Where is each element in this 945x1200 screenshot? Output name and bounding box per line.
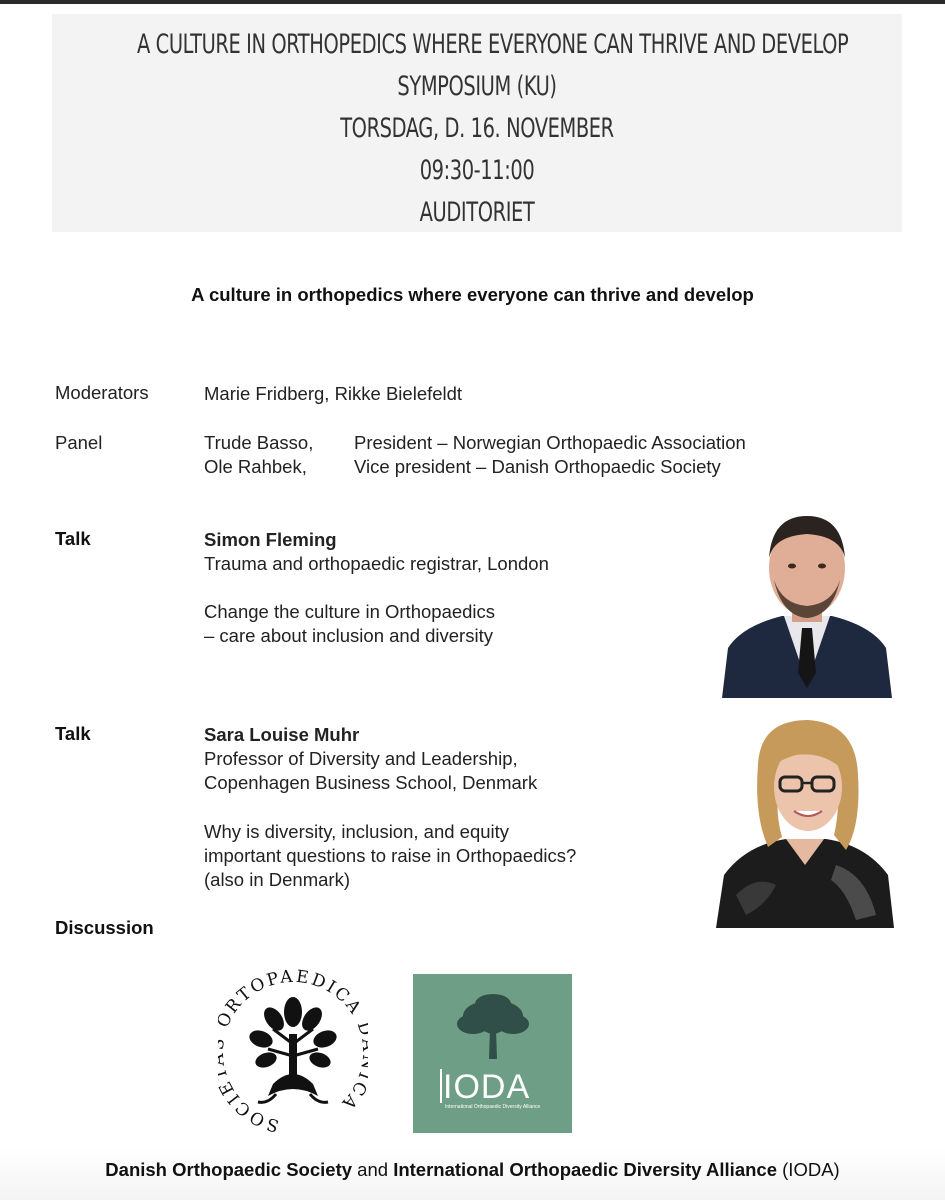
event-location: AUDITORIET: [419, 197, 535, 228]
speaker-photo-simon-fleming: [722, 508, 892, 698]
discussion-label: Discussion: [55, 917, 154, 938]
panel-member-role: President – Norwegian Orthopaedic Association: [354, 432, 746, 453]
footer-abbr: (IODA): [777, 1159, 840, 1180]
ioda-tree-icon: [413, 974, 572, 1133]
talk-title: (also in Denmark): [204, 869, 350, 890]
man-portrait-icon: [722, 508, 892, 698]
panel-member-name: Ole Rahbek,: [204, 456, 307, 477]
panel-label: Panel: [55, 432, 103, 453]
talk-label: Talk: [55, 723, 91, 744]
panel-member-name: Trude Basso,: [204, 432, 314, 453]
speaker-affiliation: Copenhagen Business School, Denmark: [204, 772, 538, 793]
talk-title: – care about inclusion and diversity: [204, 625, 493, 646]
ioda-logo: [413, 974, 572, 1133]
footer-and: and: [352, 1159, 394, 1180]
svg-text:IODA: IODA: [443, 1068, 531, 1106]
footer-org-ioda: International Orthopaedic Diversity Alliance: [393, 1159, 777, 1180]
speaker-photo-sara-louise-muhr: [716, 715, 894, 928]
woman-portrait-icon: [716, 715, 894, 928]
talk-title: Change the culture in Orthopaedics: [204, 601, 496, 622]
event-type: SYMPOSIUM (KU): [397, 71, 557, 102]
footer-org-dos: Danish Orthopaedic Society: [105, 1159, 353, 1180]
event-title: A CULTURE IN ORTHOPEDICS WHERE EVERYONE CAN THRIVE AND DEVELOP: [137, 29, 849, 60]
moderators-names: Marie Fridberg, Rikke Bielefeldt: [204, 383, 463, 404]
panel-member-role: Vice president – Danish Orthopaedic Society: [354, 456, 721, 477]
speaker-name: Simon Fleming: [204, 529, 337, 550]
talk-title: Why is diversity, inclusion, and equity: [204, 821, 510, 842]
event-time: 09:30-11:00: [419, 155, 535, 186]
program-subtitle: A culture in orthopedics where everyone can thrive and develop: [191, 284, 754, 305]
svg-text:International Orthopaedic Dive: International Orthopaedic Diversity Alliance: [445, 1104, 541, 1110]
top-border: [0, 0, 945, 4]
moderators-label: Moderators: [55, 382, 149, 403]
tree-seal-icon: [218, 964, 368, 1140]
talk-title: important questions to raise in Orthopaedics?: [204, 845, 577, 866]
speaker-name: Sara Louise Muhr: [204, 724, 360, 745]
svg-text:SOCIETAS ORTOPAEDICA DANICA: SOCI RTOPAEDICA A: [221, 966, 366, 1136]
talk-label: Talk: [55, 528, 91, 549]
event-header: [52, 14, 902, 232]
danish-orthopaedic-society-logo: [218, 964, 368, 1140]
speaker-affiliation: Trauma and orthopaedic registrar, London: [204, 553, 549, 574]
footer-organizers: [0, 1159, 945, 1181]
event-date: TORSDAG, D. 16. NOVEMBER: [340, 113, 614, 144]
speaker-affiliation: Professor of Diversity and Leadership,: [204, 748, 518, 769]
